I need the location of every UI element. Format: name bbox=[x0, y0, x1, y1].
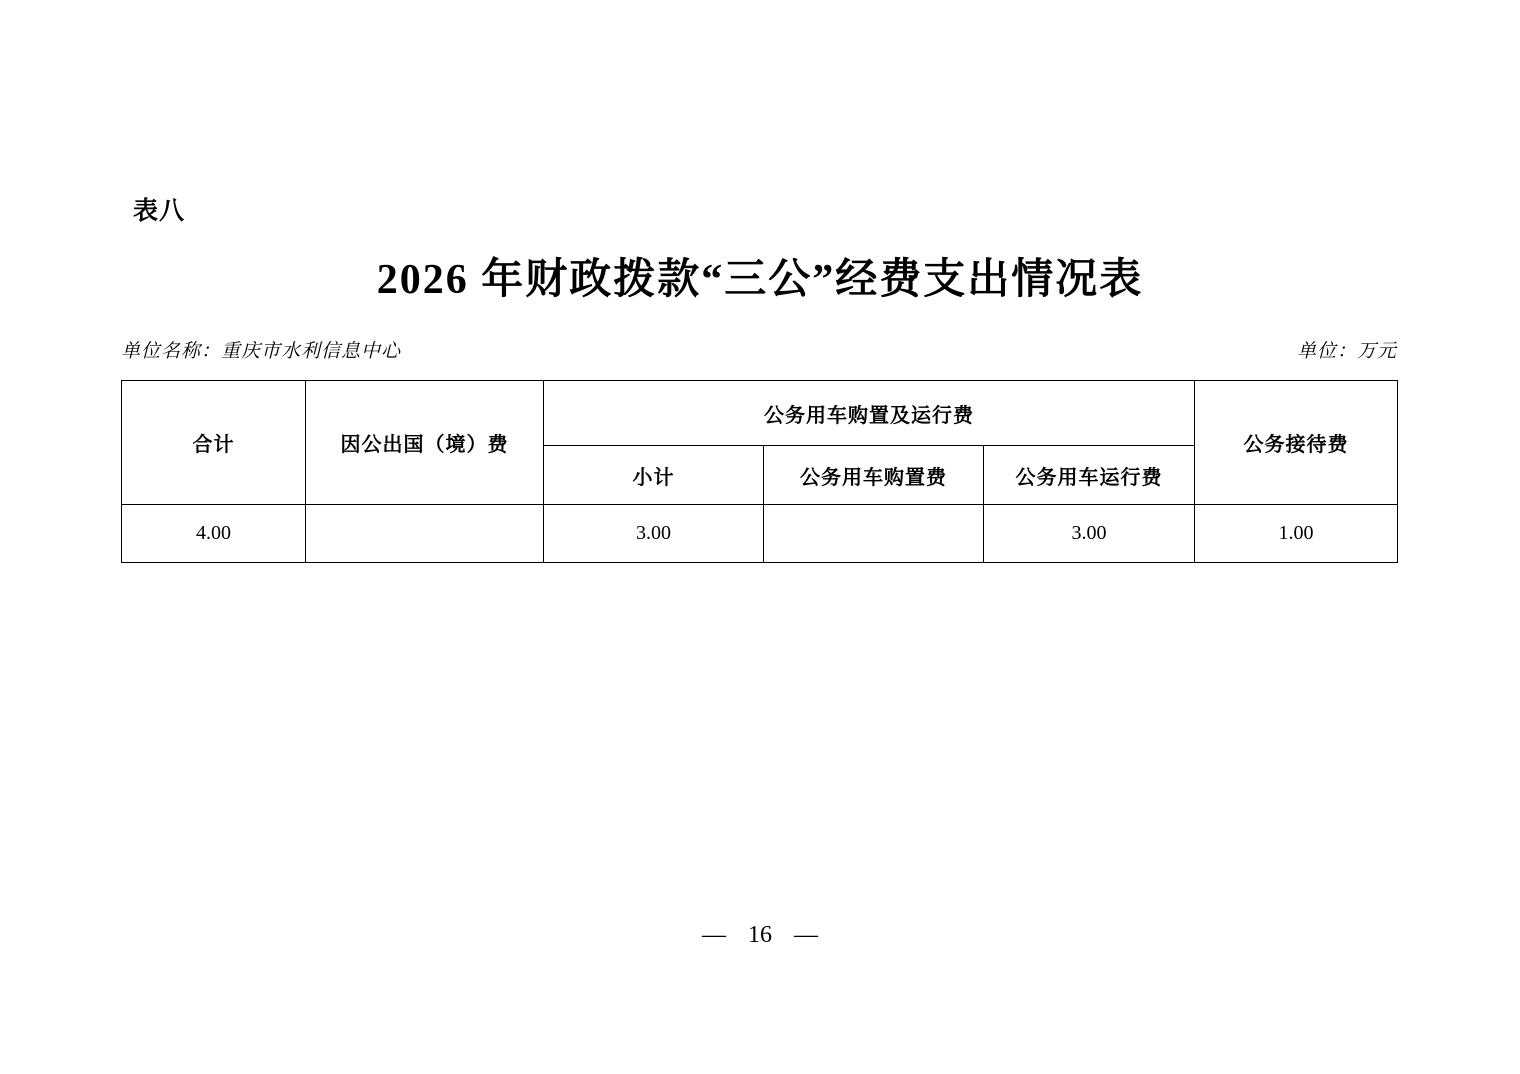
col-header-reception-expense: 公务接待费 bbox=[1195, 381, 1398, 505]
page-number: — 16 — bbox=[702, 922, 818, 948]
col-header-abroad-expense: 因公出国（境）费 bbox=[306, 381, 544, 505]
col-header-total: 合计 bbox=[122, 381, 306, 505]
unit-of-measure-label: 单位：万元 bbox=[1296, 341, 1397, 362]
cell-vehicle-purchase bbox=[764, 505, 984, 563]
page-title: 2026 年财政拨款“三公”经费支出情况表 bbox=[376, 257, 1144, 303]
table-meta-row bbox=[121, 336, 1397, 363]
col-header-vehicle-group: 公务用车购置及运行费 bbox=[544, 381, 1195, 446]
cell-abroad-expense bbox=[306, 505, 544, 563]
header-row-group bbox=[122, 381, 1398, 446]
cell-vehicle-operation: 3.00 bbox=[984, 505, 1195, 563]
col-header-vehicle-purchase: 公务用车购置费 bbox=[764, 446, 984, 505]
col-header-vehicle-subtotal: 小计 bbox=[544, 446, 764, 505]
cell-total: 4.00 bbox=[122, 505, 306, 563]
cell-reception-expense: 1.00 bbox=[1195, 505, 1398, 563]
unit-name-label: 单位名称：重庆市水利信息中心 bbox=[121, 341, 402, 362]
col-header-vehicle-operation: 公务用车运行费 bbox=[984, 446, 1195, 505]
table-row bbox=[122, 505, 1398, 563]
table-number-label: 表八 bbox=[133, 197, 186, 225]
expense-table bbox=[121, 380, 1398, 563]
cell-vehicle-subtotal: 3.00 bbox=[544, 505, 764, 563]
